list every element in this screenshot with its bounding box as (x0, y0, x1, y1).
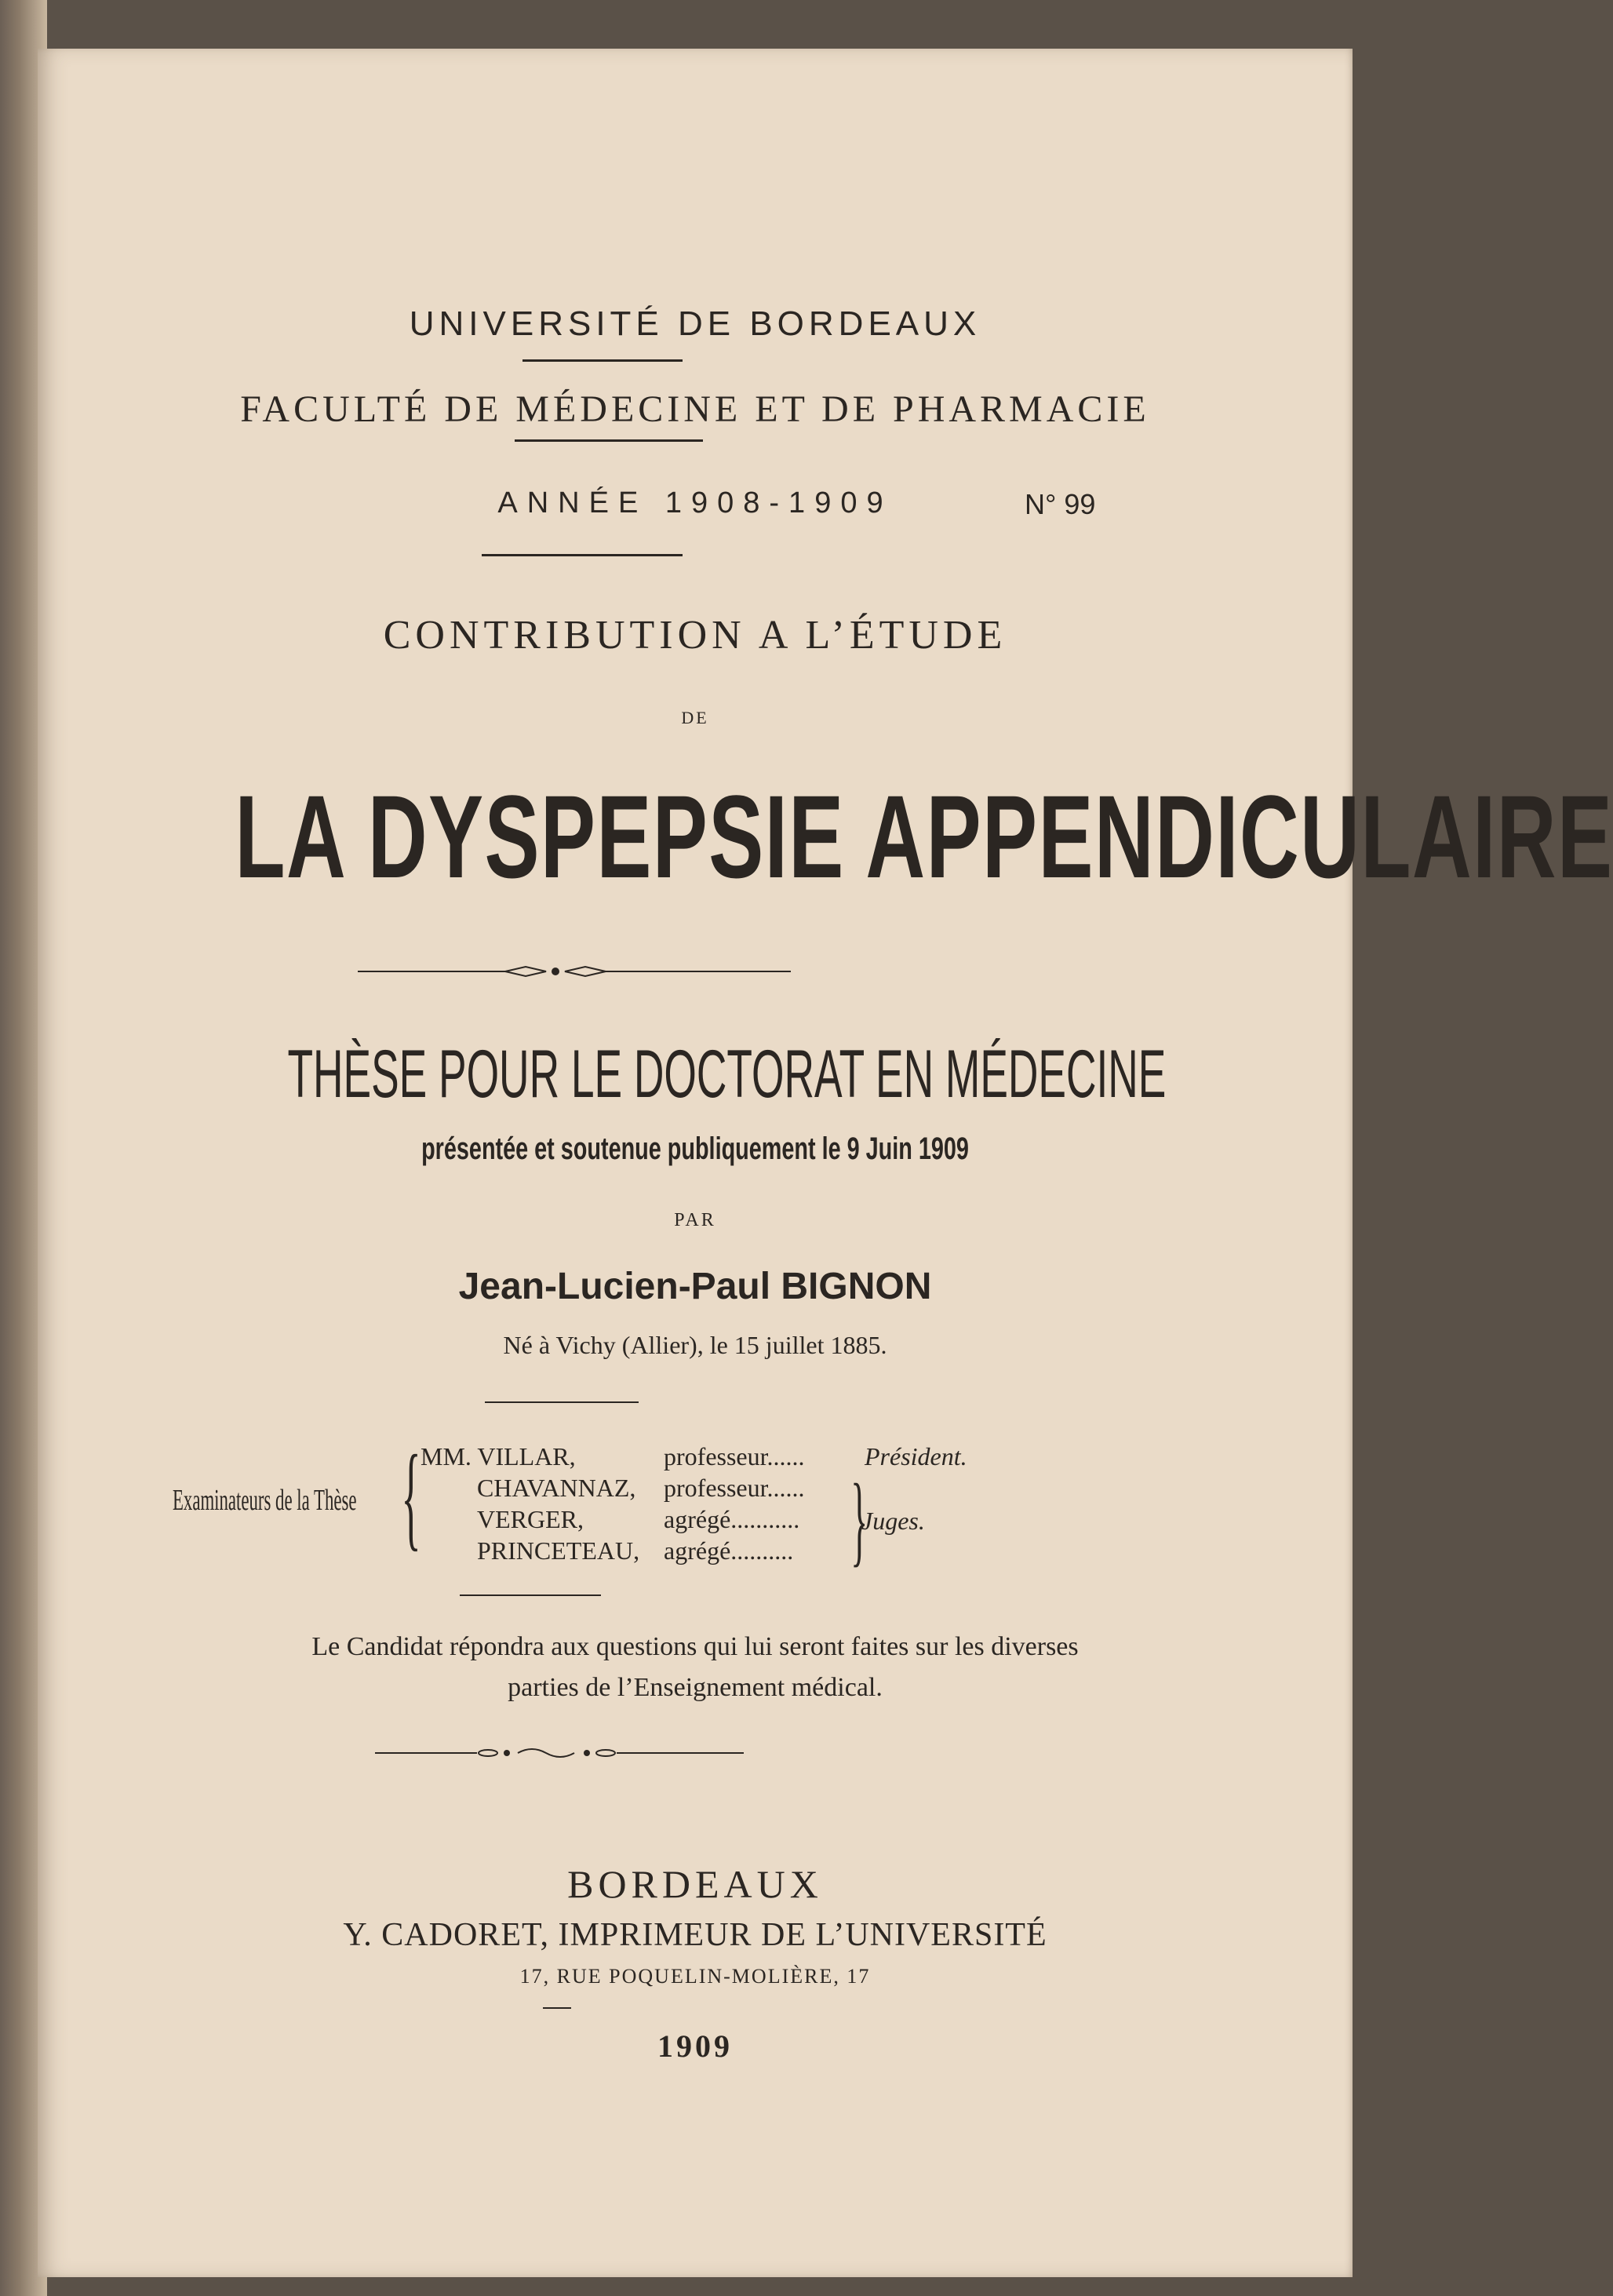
title-line-1: CONTRIBUTION A L’ÉTUDE (383, 613, 1007, 658)
thesis-number: N° 99 (1025, 488, 1096, 520)
judges-label: Juges. (861, 1507, 925, 1535)
academic-year: ANNÉE 1908-1909 (497, 487, 893, 519)
examiners-label: Examinateurs de la Thèse (173, 1484, 357, 1517)
author-birth: Né à Vichy (Allier), le 15 juillet 1885. (503, 1331, 887, 1359)
author-name: Jean-Lucien-Paul BIGNON (458, 1266, 932, 1307)
ornament-divider (38, 964, 1353, 979)
title-connector: DE (681, 708, 709, 727)
candidate-note-line-2: parties de l’Enseignement médical. (508, 1673, 883, 1702)
presentation-date: présentée et soutenue publiquement le 9 Juin 1909 (421, 1132, 969, 1166)
examiner-name: VERGER, (477, 1505, 584, 1533)
divider (485, 1401, 639, 1403)
examiner-title: agrégé........... (664, 1505, 800, 1533)
candidate-note-line-1: Le Candidat répondra aux questions qui lui seront faites sur les diverses (311, 1632, 1079, 1661)
ornament-divider (38, 1745, 1353, 1761)
thesis-heading: THÈSE POUR LE DOCTORAT EN MÉDECINE (287, 1037, 1167, 1112)
examiner-row (421, 1442, 576, 1471)
imprint-address: 17, RUE POQUELIN-MOLIÈRE, 17 (519, 1965, 871, 1988)
divider (482, 554, 683, 556)
divider (543, 2007, 571, 2009)
imprint-printer: Y. CADORET, IMPRIMEUR DE L’UNIVERSITÉ (343, 1917, 1047, 1953)
by-label: PAR (674, 1210, 716, 1230)
examiner-title: agrégé.......... (664, 1536, 794, 1565)
main-title: LA DYSPEPSIE APPENDICULAIRE (235, 771, 1613, 902)
left-brace-icon: { (401, 1431, 421, 1562)
right-brace-icon: } (850, 1463, 868, 1576)
divider (522, 359, 683, 362)
examiner-name: MM. VILLAR, (421, 1442, 576, 1471)
faculty-name: FACULTÉ DE MÉDECINE ET DE PHARMACIE (240, 388, 1150, 430)
president-label: Président. (865, 1442, 967, 1471)
university-name: UNIVERSITÉ DE BORDEAUX (409, 304, 981, 343)
divider (460, 1594, 601, 1596)
examiner-name: CHAVANNAZ, (477, 1474, 636, 1502)
examiner-name: PRINCETEAU, (477, 1536, 640, 1565)
divider (515, 439, 703, 442)
imprint-year: 1909 (657, 2028, 733, 2064)
examiner-title: professeur...... (664, 1474, 805, 1502)
title-page (38, 49, 1613, 2277)
imprint-city: BORDEAUX (567, 1862, 823, 1906)
examiner-title: professeur...... (664, 1442, 805, 1471)
